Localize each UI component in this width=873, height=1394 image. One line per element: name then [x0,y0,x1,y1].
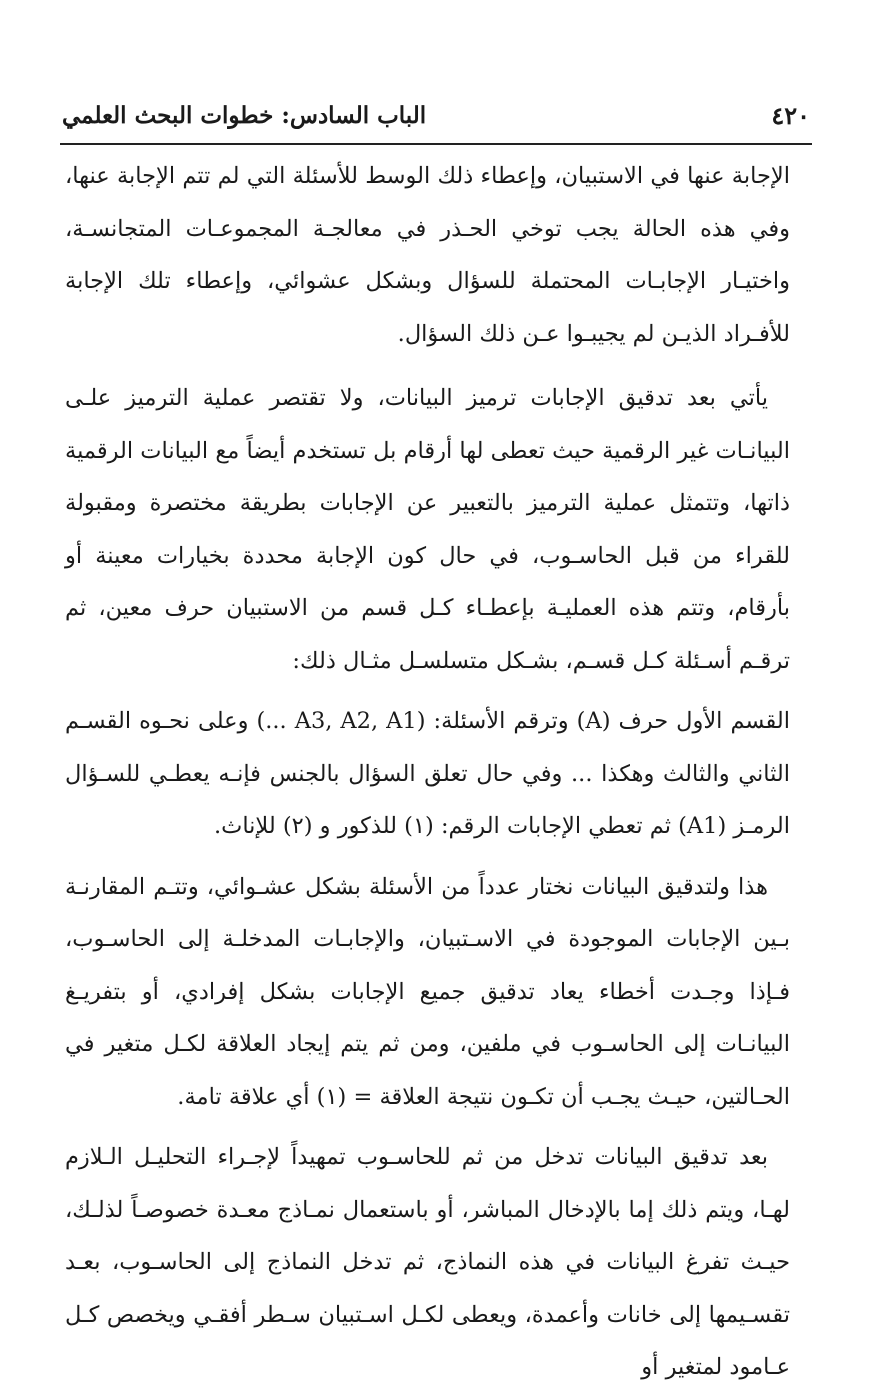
paragraph-2: يأتي بعد تدقيق الإجابات ترميز البيانات، ولا تقتصر عملية الترميز علـى البيانـات غير الرقمية حيث تعطى لها أرقام بل تستخدم أيضاً مع البيانات الرقمية ذاتها، وتتمثل عملية الترميز بالتعبير عن الإجابات بطريقة مختصرة ومقبولة للقراء من قبل الحاسـوب، في حال كون الإجابة محددة بخيارات معينة أو بأرقام، وتتم هذه العمليـة بإعطـاء كـل قسم من الاستبيان حرف معين، ثم ترقـم أسـئلة كـل قسـم، بشـكل متسلسـل مثـال ذلك: [65,385,790,674]
paragraph-3: القسم الأول حرف (A) وترقم الأسئلة: (A3, A2, A1 ...) وعلى نحـوه القسـم الثاني والثالث وهكذا ... وفي حال تعلق السؤال بالجنس فإنـه يعطـي للسـؤال الرمـز (A1) ثم تعطي الإجابات الرقم: (١) للذكور و (٢) للإناث. [65,708,790,839]
body-text [65,150,790,1394]
header-divider [60,143,812,145]
page-number: ٤٢٠ [771,101,810,130]
paragraph-4: هذا ولتدقيق البيانات نختار عدداً من الأسئلة بشكل عشـوائي، وتتـم المقارنـة بـين الإجابات الموجودة في الاسـتبيان، والإجابـات المدخلـة إلى الحاسـوب، فـإذا وجـدت أخطاء يعاد تدقيق جميع الإجابات بشكل إفرادي، أو بتفريـغ البيانـات إلى الحاسـوب في ملفين، ومن ثم يتم إيجاد العلاقة لكـل متغير في الحـالتين، حيـث يجـب أن تكـون نتيجة العلاقة = (١) أي علاقة تامة. [65,873,790,1110]
chapter-title: الباب السادس: خطوات البحث العلمي [62,102,427,129]
paragraph-5: بعد تدقيق البيانات تدخل من ثم للحاسـوب تمهيداً لإجـراء التحليـل الـلازم لهـا، ويتم ذلك إما بالإدخال المباشر، أو باستعمال نمـاذج معـدة خصوصـاً لذلـك، حيـث تفرغ البيانات في هذه النماذج، ثم تدخل النماذج إلى الحاسـوب، بعـد تقسـيمها إلى خانات وأعمدة، ويعطى لكـل اسـتبيان سـطر أفقـي ويخصص كـل عـامود لمتغير أو [65,1144,790,1380]
running-head [62,98,810,134]
paragraph-1: الإجابة عنها في الاستبيان، وإعطاء ذلك الوسط للأسئلة التي لم تتم الإجابة عنها، وفي هذه الحالة يجب توخي الحـذر في معالجـة المجموعـات المتجانسـة، واختيـار الإجابـات المحتملة للسؤال وبشكل عشوائي، وإعطاء تلك الإجابة للأفـراد الذيـن لم يجيبـوا عـن ذلك السؤال. [65,163,790,347]
